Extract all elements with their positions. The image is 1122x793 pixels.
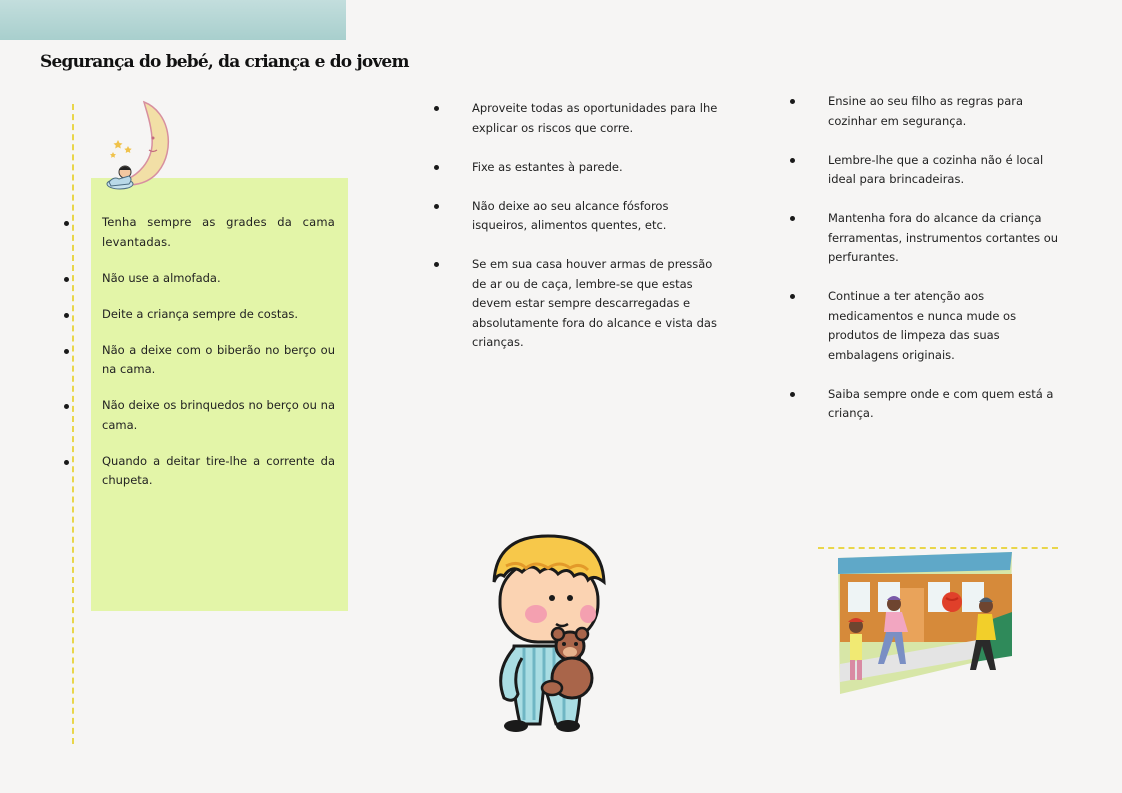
list-item-text: Aproveite todas as oportunidades para lhe explicar os riscos que corre. [472,101,718,135]
list-item [102,213,335,252]
list-item [472,197,722,236]
home-safety-list [472,99,722,372]
list-item-text: Continue a ter atenção aos medicamentos e nunca mude os produtos de limpeza das suas embalagens originais. [828,289,1017,362]
bullet-icon [64,221,69,226]
horizontal-dashed-divider [818,547,1058,549]
list-item [102,305,335,325]
bullet-icon [434,165,439,170]
bullet-icon [434,204,439,209]
bullet-icon [790,294,795,299]
bullet-icon [64,277,69,282]
list-item-text: Fixe as estantes à parede. [472,159,623,174]
children-playing-ball-illustration [834,552,1016,698]
list-item [828,385,1068,424]
page-title: Segurança do bebé, da criança e do jovem [40,52,409,72]
list-item [828,92,1068,131]
bullet-icon [64,349,69,354]
vertical-dashed-divider [72,104,74,744]
list-item [828,287,1068,365]
header-accent-bar [0,0,346,40]
bullet-icon [64,460,69,465]
moon-baby-illustration [104,98,176,194]
list-item [472,158,722,178]
list-item [828,209,1068,268]
bullet-icon [790,158,795,163]
boy-with-teddy-bear-illustration [486,534,618,734]
list-item [472,255,722,353]
list-item-text: Ensine ao seu filho as regras para cozinhar em segurança. [828,94,1024,128]
bullet-icon [434,106,439,111]
list-item [102,396,335,435]
bullet-icon [790,216,795,221]
list-item [102,341,335,380]
list-item-text: Não use a almofada. [102,270,221,285]
list-item-text: Quando a deitar tire-lhe a corrente da chupeta. [102,453,335,487]
list-item [472,99,722,138]
list-item [102,452,335,491]
bedtime-safety-list [102,213,335,507]
list-item [102,269,335,289]
bullet-icon [790,99,795,104]
list-item-text: Tenha sempre as grades da cama levantadas. [102,215,335,249]
list-item-text: Lembre-lhe que a cozinha não é local ideal para brincadeiras. [828,152,1044,186]
list-item-text: Se em sua casa houver armas de pressão de ar ou de caça, lembre-se que estas devem estar sempre descarregadas e absolutamente fora do alcance e vista das crianças. [472,257,717,349]
list-item-text: Não deixe os brinquedos no berço ou na cama. [102,398,335,432]
list-item-text: Mantenha fora do alcance da criança ferramentas, instrumentos cortantes ou perfurantes. [828,211,1059,264]
bullet-icon [64,404,69,409]
list-item-text: Saiba sempre onde e com quem está a criança. [828,386,1054,420]
bullet-icon [64,313,69,318]
kitchen-safety-list [828,92,1068,443]
list-item-text: Deite a criança sempre de costas. [102,306,299,321]
bullet-icon [434,262,439,267]
list-item-text: Não a deixe com o biberão no berço ou na cama. [102,342,335,376]
list-item-text: Não deixe ao seu alcance fósforos isqueiros, alimentos quentes, etc. [472,198,669,232]
list-item [828,151,1068,190]
bullet-icon [790,392,795,397]
